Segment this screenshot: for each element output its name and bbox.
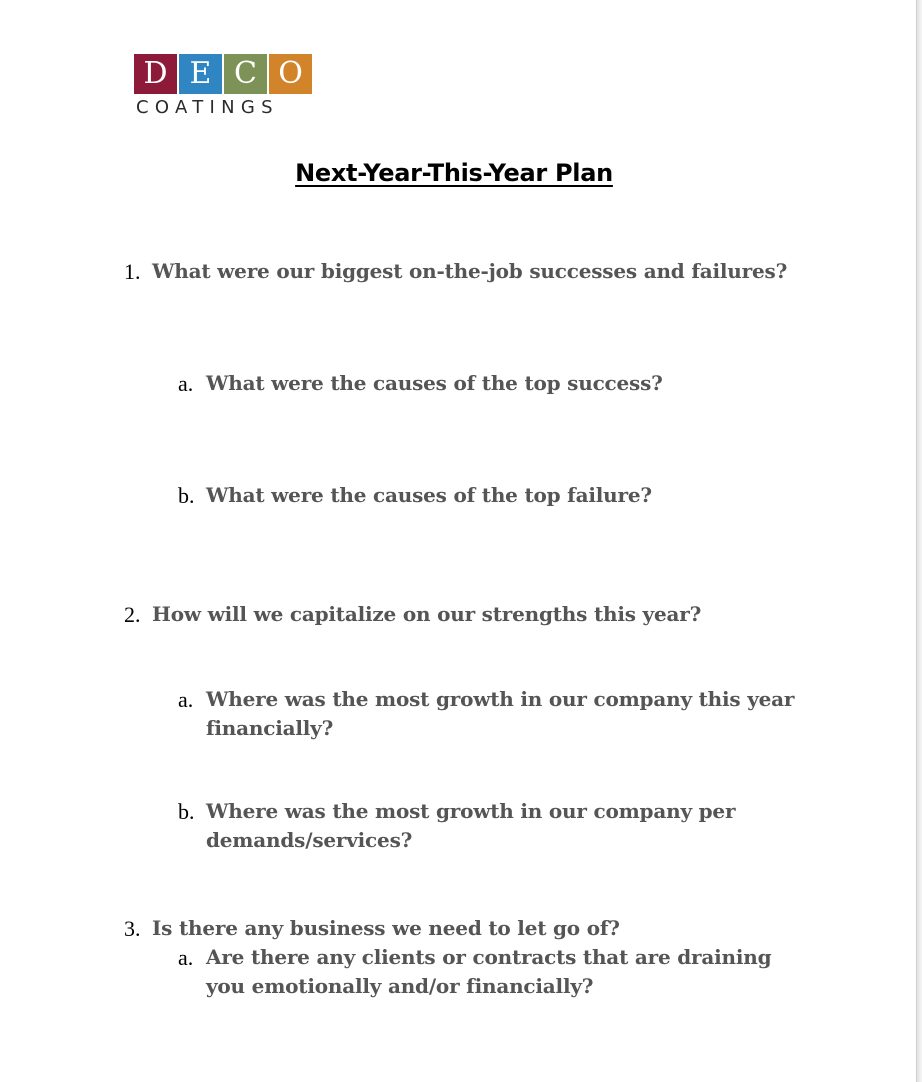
sub-question-text: What were the causes of the top failure? [206, 483, 652, 507]
sub-question-text-line-1: Where was the most growth in our company this year [206, 687, 795, 711]
sub-question-text-line-1: Where was the most growth in our company per [206, 799, 736, 823]
sub-question-letter: b. [178, 483, 195, 508]
sub-question-letter: a. [178, 945, 194, 970]
question-1b [178, 481, 652, 510]
sub-question-letter: b. [178, 799, 195, 824]
logo-tile-c: C [224, 54, 267, 94]
sub-question-text-line-2: you emotionally and/or financially? [206, 974, 594, 998]
page-edge-shadow [916, 0, 922, 1082]
question-2b [178, 797, 735, 855]
sub-question-letter: a. [178, 687, 194, 712]
sub-question-letter: a. [178, 371, 194, 396]
sub-question-text-line-2: demands/services? [206, 828, 413, 852]
question-number: 3. [124, 916, 141, 941]
question-1 [124, 257, 787, 286]
logo-tile-o: O [269, 54, 312, 94]
sub-question-text-line-2: financially? [206, 716, 334, 740]
question-1a [178, 369, 663, 398]
sub-question-text-line-1: Are there any clients or contracts that are draining [206, 945, 772, 969]
question-3a [178, 943, 771, 1001]
question-number: 1. [124, 259, 141, 284]
logo-tiles [134, 54, 316, 94]
deco-coatings-logo [134, 54, 316, 118]
logo-tile-d: D [134, 54, 177, 94]
logo-tile-e: E [179, 54, 222, 94]
question-text: How will we capitalize on our strengths this year? [152, 602, 702, 626]
question-2 [124, 600, 701, 629]
question-text: What were our biggest on-the-job successes and failures? [152, 259, 788, 283]
sub-question-text: What were the causes of the top success? [206, 371, 663, 395]
document-title: Next-Year-This-Year Plan [295, 159, 613, 187]
question-number: 2. [124, 602, 141, 627]
question-text: Is there any business we need to let go of? [152, 916, 620, 940]
question-3 [124, 914, 620, 943]
question-2a [178, 685, 794, 743]
logo-subtitle: COATINGS [136, 97, 279, 118]
